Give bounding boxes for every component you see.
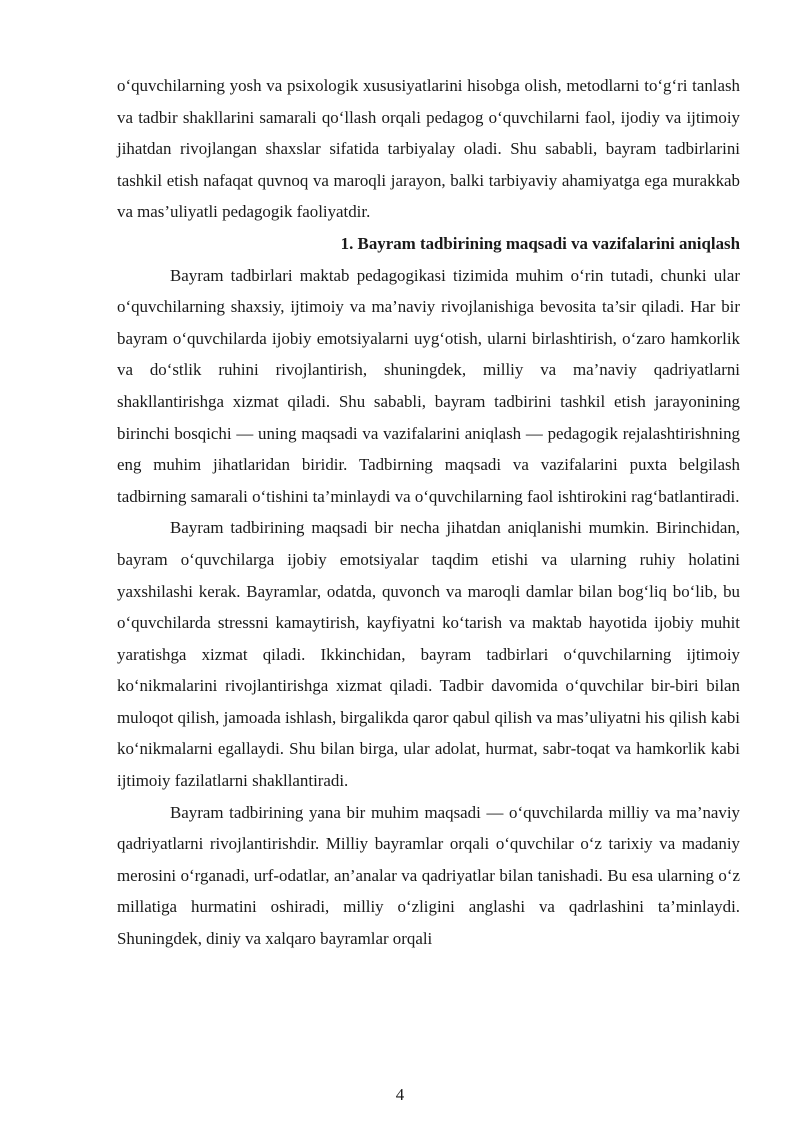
body-paragraph: Bayram tadbirining maqsadi bir necha jihatdan aniqlanishi mumkin. Birinchidan, bayram o‘quvchilarga ijobiy emotsiyalar taqdim etishi va ularning ruhiy holatini yaxshilashi kerak. Bayramlar, odatda, quvonch va maroqli damlar bilan bog‘liq bo‘lib, bu o‘quvchilarda stressni kamaytirish, kayfiyatni ko‘tarish va maktab hayotida ijobiy muhit yaratishga xizmat qiladi. Ikkinchidan, bayram tadbirlari o‘quvchilarning ijtimoiy ko‘nikmalarini rivojlantirishga xizmat qiladi. Tadbir davomida o‘quvchilar bir-biri bilan muloqot qilish, jamoada ishlash, birgalikda qaror qabul qilish va mas’uliyatni his qilish kabi ko‘nikmalarni egallaydi. Shu bilan birga, ular adolat, hurmat, sabr-toqat va hamkorlik kabi ijtimoiy fazilatlarni shakllantiradi. — [117, 518, 740, 791]
body-paragraph: Bayram tadbirlari maktab pedagogikasi tizimida muhim o‘rin tutadi, chunki ular o‘quvchilarning shaxsiy, ijtimoiy va ma’naviy rivojlanishiga bevosita ta’sir qiladi. Har bir bayram o‘quvchilarda ijobiy emotsiyalarni uyg‘otish, ularni birlashtirish, o‘zaro hamkorlik va do‘stlik ruhini rivojlantirish, shuningdek, milliy va ma’naviy qadriyatlarni shakllantirishga xizmat qiladi. Shu sababli, bayram tadbirini tashkil etish jarayonining birinchi bosqichi — uning maqsadi va vazifalarini aniqlash — pedagogik rejalashtirishning eng muhim jihatlaridan biridir. Tadbirning maqsadi va vazifalarini puxta belgilash tadbirning samarali o‘tishini ta’minlaydi va o‘quvchilarning faol ishtirokini rag‘batlantiradi. — [117, 265, 740, 506]
section-heading: 1. Bayram tadbirining maqsadi va vazifalarini aniqlash — [340, 233, 740, 253]
intro-paragraph: o‘quvchilarning yosh va psixologik xususiyatlarini hisobga olish, metodlarni to‘g‘ri tanlash va tadbir shakllarini samarali qo‘llash orqali pedagog o‘quvchilarni faol, ijodiy va ijtimoiy jihatdan rivojlangan shaxslar sifatida tarbiyalay oladi. Shu sababli, bayram tadbirlarini tashkil etish nafaqat quvnoq va maroqli jarayon, balki tarbiyaviy ahamiyatga ega murakkab va mas’uliyatli pedagogik faoliyatdir. — [117, 76, 740, 222]
body-paragraph: Bayram tadbirining yana bir muhim maqsadi — o‘quvchilarda milliy va ma’naviy qadriyatlarni rivojlantirishdir. Milliy bayramlar orqali o‘quvchilar o‘z tarixiy va madaniy merosini o‘rganadi, urf-odatlar, an’analar va qadriyatlar bilan tanishadi. Bu esa ularning o‘z millatiga hurmatini oshiradi, milliy o‘zligini anglashi va qadrlashini ta’minlaydi. Shuningdek, diniy va xalqaro bayramlar orqali — [117, 802, 740, 949]
document-page-body — [117, 70, 740, 955]
page-number: 4 — [395, 1085, 405, 1104]
